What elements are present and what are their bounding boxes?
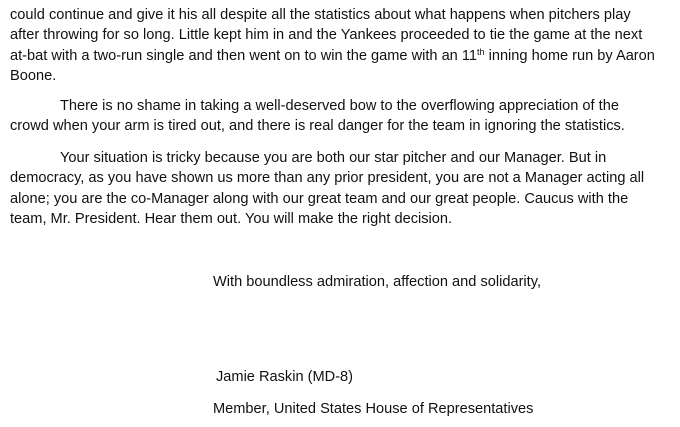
paragraph-line: crowd when your arm is tired out, and there is real danger for the team in ignoring the statistics. — [10, 118, 625, 135]
paragraph-line: democracy, as you have shown us more than any prior president, you are not a Manager acting all — [10, 170, 645, 187]
line-text: inning home run by Aaron — [484, 47, 655, 64]
paragraph-no-shame — [10, 96, 674, 137]
paragraph-line: There is no shame in taking a well-deserved bow to the overflowing appreciation of the — [60, 98, 619, 114]
paragraph-yankees-story — [10, 5, 674, 86]
paragraph-line: after throwing for so long. Little kept him in and the Yankees proceeded to tie the game at the next — [10, 27, 643, 44]
letter-closing: With boundless admiration, affection and solidarity, — [213, 274, 541, 290]
ordinal-suffix: th — [477, 46, 485, 57]
paragraph-situation — [10, 148, 674, 229]
line-text: at-bat with a two-run single and then went on to win the game with an 11 — [10, 47, 478, 64]
paragraph-line: team, Mr. President. Hear them out. You will make the right decision. — [10, 210, 453, 227]
signature-name: Jamie Raskin (MD-8) — [216, 369, 354, 385]
paragraph-line: Your situation is tricky because you are both our star pitcher and our Manager. But in — [60, 150, 607, 166]
paragraph-line: Boone. — [10, 67, 57, 84]
signature-title: Member, United States House of Representatives — [213, 401, 534, 417]
paragraph-line: could continue and give it his all despite all the statistics about what happens when pitchers play — [10, 7, 631, 23]
paragraph-line: alone; you are the co-Manager along with our great team and our great people. Caucus with the — [10, 190, 629, 207]
paragraph-line — [10, 46, 674, 66]
